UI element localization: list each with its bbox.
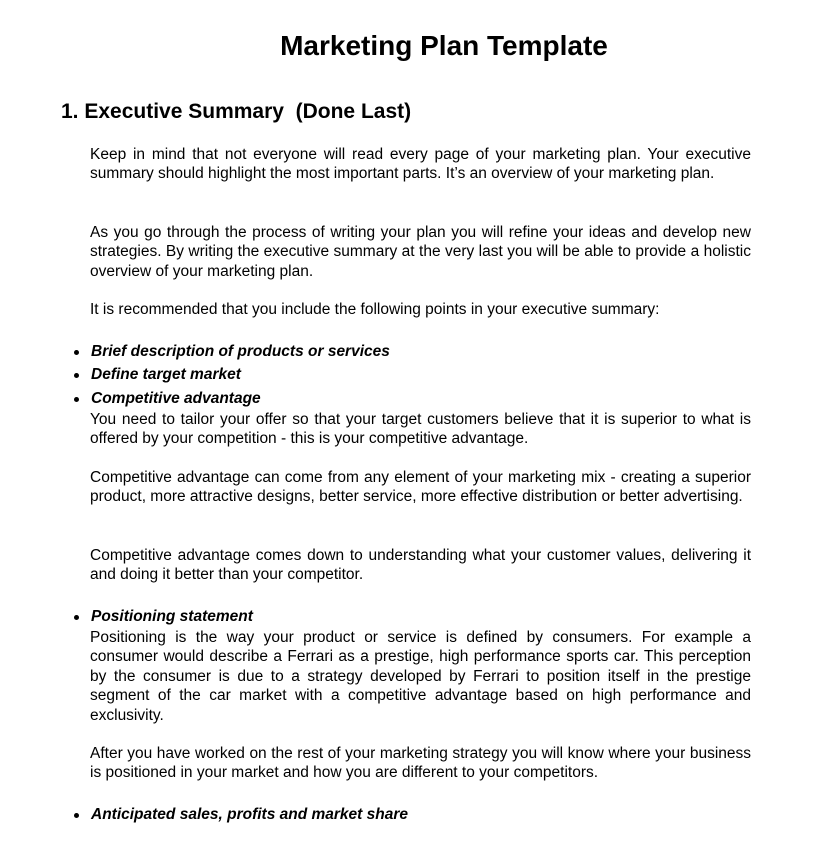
section-heading: 1. Executive Summary (Done Last) [61,100,412,123]
bullet-icon [74,373,79,378]
bullet-item [74,389,261,408]
document-title: Marketing Plan Template [280,30,608,61]
bullet-label: Positioning statement [91,608,253,625]
bullet-icon [74,397,79,402]
bullet-paragraph: After you have worked on the rest of your marketing strategy you will know where your business is positioned in your market and how you are different to your competitors. [90,745,751,782]
bullet-item [74,805,408,824]
intro-paragraph: Keep in mind that not everyone will read every page of your marketing plan. Your executive summary should highlight the most important parts. It’s an overview of your marketing plan. [90,146,751,183]
bullet-paragraph: Competitive advantage can come from any element of your marketing mix - creating a superior product, more attractive designs, better service, more effective distribution or better advertising. [90,469,751,506]
bullet-label: Anticipated sales, profits and market share [91,806,408,823]
bullet-item [74,342,390,361]
bullet-icon [74,350,79,355]
bullet-paragraph: Competitive advantage comes down to understanding what your customer values, delivering it and doing it better than your competitor. [90,547,751,584]
bullet-label: Brief description of products or services [91,343,390,360]
intro-paragraph: As you go through the process of writing your plan you will refine your ideas and develop new strategies. By writing the executive summary at the very last you will be able to provide a holistic overview of your marketing plan. [90,224,751,280]
bullet-item [74,365,241,384]
bullet-label: Competitive advantage [91,390,261,407]
bullet-paragraph: You need to tailor your offer so that your target customers believe that it is superior to what is offered by your competition - this is your competitive advantage. [90,411,751,448]
intro-paragraph: It is recommended that you include the following points in your executive summary: [90,301,660,318]
bullet-icon [74,813,79,818]
bullet-item [74,607,253,626]
bullet-paragraph: Positioning is the way your product or service is defined by consumers. For example a consumer would describe a Ferrari as a prestige, high performance sports car. This perception by the consumer is due to a strategy developed by Ferrari to position itself in the prestige segment of the car market with a competitive advantage based on high performance and exclusivity. [90,629,751,724]
bullet-icon [74,615,79,620]
bullet-label: Define target market [91,366,241,383]
